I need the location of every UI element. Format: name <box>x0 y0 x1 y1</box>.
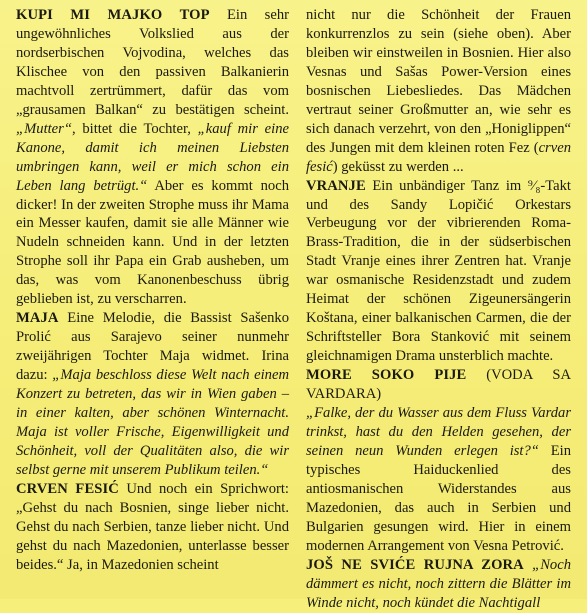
section-jos-ne-svice-rujna-zora <box>306 556 571 613</box>
right-column <box>306 6 571 613</box>
body-text: Aber es kommt noch dicker! In der zweiten Strophe muss ihr Mama ein Messer kaufen, damit sie alle Männer wie Nudeln schneiden kann. Und in der letzten Strophe soll ihr Papa ein Grab ausheben, um das, was vom Kanonenbeschuss übrig geblieben ist, zu verscharren. <box>16 177 289 308</box>
section-title: KUPI MI MAJKO TOP <box>16 7 210 23</box>
italic-quote: „kauf mir eine Kanone, damit ich meinen Liebsten umbringen kann, weil er mich schon ein Leben lang betrügt.“ <box>16 120 289 194</box>
body-text: Und noch ein Sprichwort: „Gehst du nach Bosnien, singe lieber nicht. Gehst du nach Serbien, tanze lieber nicht. Und gehst du nach Mazedonien, unterlasse besser beides.“ Ja, in Mazedonien scheint <box>16 480 289 573</box>
section-vranje <box>306 177 571 367</box>
italic-quote: „Noch dämmert es nicht, noch zittern die Blätter im Winde nicht, noch kündet die Nachtigall <box>306 556 571 611</box>
section-crven-fesic <box>16 480 289 575</box>
section-title: CRVEN FESIĆ <box>16 480 119 497</box>
section-more-soko-pije <box>306 366 571 556</box>
body-text: Ein sehr ungewöhnliches Volkslied aus der nordserbischen Vojvodina, welches das Klischee von den passiven Balkanierin machtvoll zertrümmert, dafür das vom „grausamen Balkan“ zu bestätigen scheint. <box>16 7 289 118</box>
section-title: JOŠ NE SVIĆE RUJNA ZORA <box>306 556 524 573</box>
body-text: Ein unbändiger Tanz im ⁹⁄₈-Takt und des Sandy Lopičić Orkestars Verbeugung vor der vibrierenden Roma-Brass-Tradition, die in der südserbischen Stadt Vranje eines ihrer Zentren hat. Vranje war osmanische Residenzstadt und zudem Heimat der schönen Zigeunersängerin Koštana, einer balkanischen Carmen, die der Schriftsteller Bora Stanković mit seinem gleichnamigen Drama unsterblich machte. <box>306 177 571 365</box>
body-text: ) geküsst zu werden ... <box>332 158 464 175</box>
italic-quote: „Falke, der du Wasser aus dem Fluss Vardar trinkst, hast du den Helden gesehen, der seinen neun Wunden erlegen ist?“ <box>306 405 571 459</box>
italic-quote: „Maja beschloss diese Welt nach einem Konzert zu betreten, das wir in Wien gaben – in einer kalten, aber schönen Winternacht. Maja ist voller Frische, Eigenwilligkeit und Schönheit, voll der Qualitäten also, die wir selbst gerne mit unserem Publikum teilen.“ <box>16 367 289 478</box>
section-crven-fesic-continued <box>306 6 571 177</box>
italic-term: crven fesić <box>306 139 571 175</box>
body-text: Ein typisches Haiduckenlied des antiosmanischen Widerstandes aus Mazedonien, das auch in Serbien und Bulgarien gesungen wird. Hier in einem modernen Arrangement von Vesna Petrović. <box>306 442 571 554</box>
section-title: VRANJE <box>306 177 366 194</box>
italic-quote: „Mutter“ <box>16 120 72 137</box>
left-column <box>16 6 289 575</box>
section-title: MORE SOKO PIJE <box>306 367 467 384</box>
body-text: nicht nur die Schönheit der Frauen konkurrenzlos zu sein (siehe oben). Aber bleiben wir einstweilen in Bosnien. Hier also Vesnas und Sašas Power-Version eines bosnischen Liebesliedes. Das Mädchen vertraut seiner Großmutter an, wie sehr es sich danach verzehrt, von den „Honiglippen“ des Jungen mit dem kleinen roten Fez ( <box>306 7 571 156</box>
body-text: , bittet die Tochter, <box>71 120 198 137</box>
section-subtitle: (VODA SA VARDARA) <box>306 367 571 403</box>
section-title: MAJA <box>16 310 59 327</box>
section-maja <box>16 309 289 480</box>
section-kupi-mi-majko-top <box>16 6 289 309</box>
body-text: Eine Melodie, die Bassist Sašenko Prolić aus Sarajevo seiner nunmehr zweijährigen Tochter Maja widmet. Irina dazu: <box>16 310 289 384</box>
